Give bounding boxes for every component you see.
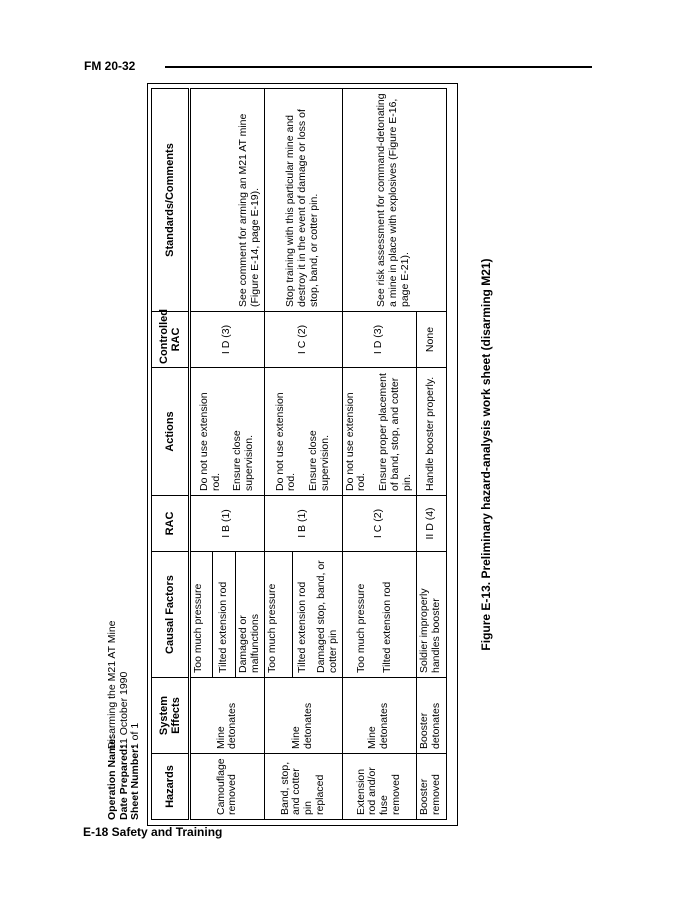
comments-cell: See comment for arming an M21 AT mine (Figure E-14, page E-19). bbox=[190, 89, 265, 312]
hazard-cell: Extension rod and/or fuse removed bbox=[342, 754, 416, 820]
effect-cell: Mine detonates bbox=[264, 678, 342, 754]
controlled-rac-cell: I C (2) bbox=[264, 312, 342, 368]
cause-cell: Too much pressure bbox=[264, 552, 292, 678]
sheet-number-row bbox=[130, 620, 142, 820]
figure-caption: Figure E-13. Preliminary hazard-analysis work sheet (disarming M21) bbox=[479, 258, 493, 651]
actions-cell: Handle booster properly. bbox=[416, 368, 446, 496]
comments-cell: Stop training with this particular mine and destroy it in the event of damage or loss of stop, band, or cotter pin. bbox=[264, 89, 342, 312]
table-row bbox=[342, 89, 380, 820]
action-line: Ensure close supervision. bbox=[307, 430, 331, 491]
table-header-row bbox=[152, 89, 190, 820]
controlled-rac-cell: None bbox=[416, 312, 446, 368]
action-line: Do not use extension rod. bbox=[343, 392, 368, 491]
cause-cell: Too much pressure bbox=[190, 552, 213, 678]
actions-cell bbox=[264, 368, 342, 496]
sheet-number-label: Sheet Number: bbox=[129, 745, 141, 820]
action-line: Ensure proper placement of band, stop, and cotter pin. bbox=[377, 373, 413, 491]
col-controlled-rac bbox=[152, 309, 190, 368]
cause-cell: Tilted extension rod bbox=[292, 552, 314, 678]
col-causal-factors: Causal Factors bbox=[152, 552, 190, 678]
controlled-rac-cell: I D (3) bbox=[342, 312, 416, 368]
cause-cell: Too much pressure bbox=[342, 552, 380, 678]
hazard-cell: Booster removed bbox=[416, 754, 446, 820]
col-rac: RAC bbox=[152, 496, 190, 552]
operation-name-label: Operation Name: bbox=[106, 735, 118, 820]
cause-cell: Tilted extension rod bbox=[213, 552, 236, 678]
rac-cell: II D (4) bbox=[416, 496, 446, 552]
actions-cell bbox=[342, 368, 416, 496]
page-footer: E-18 Safety and Training bbox=[83, 825, 223, 839]
action-line: Do not use extension rod. bbox=[197, 392, 222, 491]
col-hazards: Hazards bbox=[152, 754, 190, 820]
operation-header bbox=[107, 620, 142, 820]
hazard-worksheet-table bbox=[151, 88, 447, 820]
operation-name-value: Disarming the M21 AT Mine bbox=[106, 620, 118, 750]
cause-cell: Tilted extension rod bbox=[380, 552, 416, 678]
action-line: Ensure close supervision. bbox=[231, 430, 256, 491]
rac-cell: I C (2) bbox=[342, 496, 416, 552]
date-prepared-value: 11 October 1990 bbox=[117, 671, 130, 750]
col-actions: Actions bbox=[152, 368, 190, 496]
header-rule bbox=[165, 66, 592, 68]
cause-cell: Damaged or malfunctions bbox=[236, 552, 265, 678]
col-standards-comments: Standards/Comments bbox=[152, 89, 190, 312]
effect-cell: Booster detonates bbox=[416, 678, 446, 754]
hazard-cell: Camouflage removed bbox=[190, 754, 265, 820]
col-controlled-rac-line2: RAC bbox=[170, 327, 182, 352]
effect-cell: Mine detonates bbox=[342, 678, 416, 754]
action-line: Do not use extension rod. bbox=[273, 392, 298, 491]
rac-cell: I B (1) bbox=[190, 496, 265, 552]
effect-cell: Mine detonates bbox=[190, 678, 265, 754]
comments-cell: See risk assessment for command-detonating a mine in place with explosives (Figure E-16, page E-21). bbox=[342, 89, 446, 312]
table-row bbox=[190, 89, 213, 820]
date-prepared-label: Date Prepared: bbox=[117, 745, 130, 820]
col-controlled-rac-line1: Controlled bbox=[158, 309, 170, 364]
actions-cell bbox=[190, 368, 265, 496]
header-code: FM 20-32 bbox=[84, 59, 136, 73]
rotated-worksheet bbox=[107, 89, 497, 820]
rac-cell: I B (1) bbox=[264, 496, 342, 552]
col-system-effects: System Effects bbox=[152, 678, 190, 754]
cause-cell: Soldier improperly handles booster bbox=[416, 552, 446, 678]
table-row bbox=[264, 89, 292, 820]
sheet-number-value: 1 of 1 bbox=[129, 722, 141, 750]
hazard-cell: Band, stop, and cotter pin replaced bbox=[264, 754, 342, 820]
cause-cell: Damaged stop, band, or cotter pin bbox=[314, 552, 342, 678]
controlled-rac-cell: I D (3) bbox=[190, 312, 265, 368]
